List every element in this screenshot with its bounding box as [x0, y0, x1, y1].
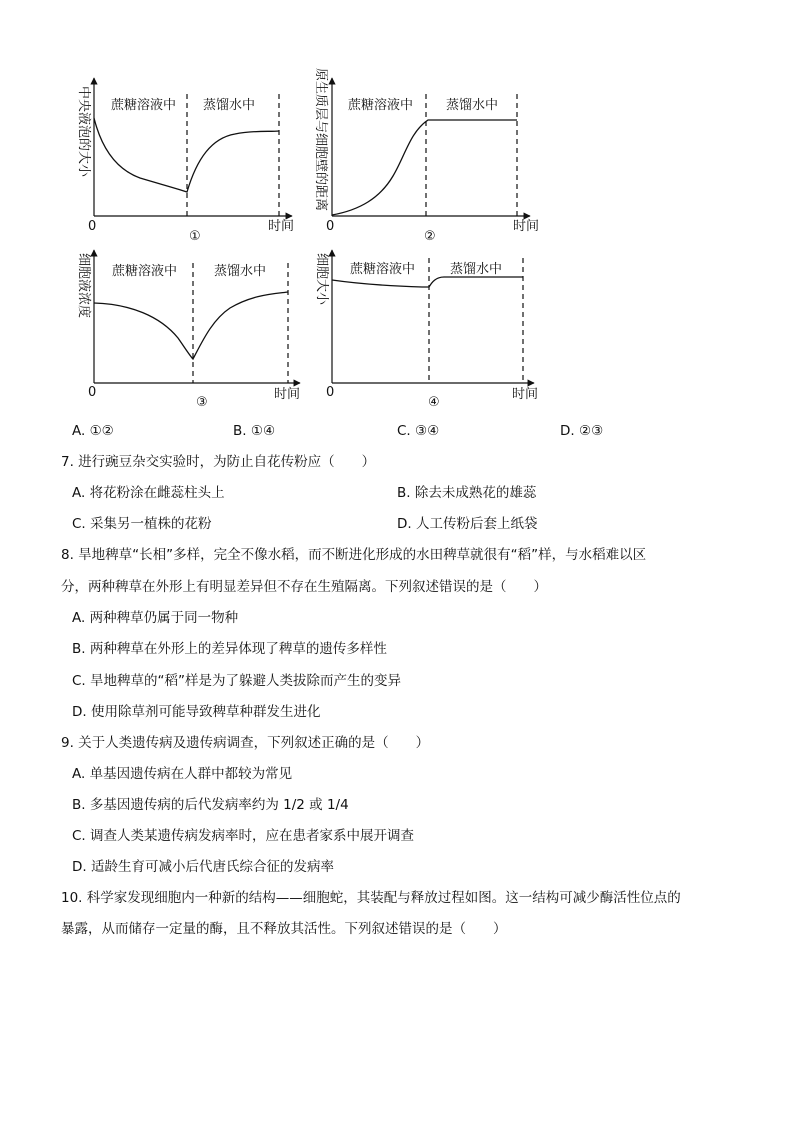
q8-option-d: D. 使用除草剂可能导致稗草种群发生进化 [72, 704, 321, 720]
y-axis-label: 细胞液浓度 [76, 253, 91, 319]
q7-option-c: C. 采集另一植株的花粉 [72, 516, 212, 532]
graph-panel-4 [314, 250, 538, 410]
origin-label: 0 [326, 219, 335, 234]
right-region-label: 蒸馏水中 [203, 98, 256, 113]
q10-stem-line1: 10. 科学家发现细胞内一种新的结构——细胞蛇，其装配与释放过程如图。这一结构可减少酶活性位点的 [61, 890, 681, 906]
q7-option-d: D. 人工传粉后套上纸袋 [397, 516, 538, 532]
origin-label: 0 [326, 385, 335, 400]
q6-option-b: B. ①④ [233, 423, 276, 439]
q8-option-a: A. 两种稗草仍属于同一物种 [72, 610, 239, 626]
question-figure [60, 58, 550, 418]
curve [332, 120, 517, 215]
curve [332, 277, 523, 287]
q8-stem-line2: 分，两种稗草在外形上有明显差异但不存在生殖隔离。下列叙述错误的是（ ） [61, 579, 547, 595]
curve [94, 292, 288, 359]
left-region-label: 蔗糖溶液中 [348, 98, 414, 113]
right-region-label: 蒸馏水中 [214, 264, 267, 279]
curve [94, 118, 279, 192]
x-axis-label: 时间 [274, 387, 301, 402]
q9-option-a: A. 单基因遗传病在人群中都较为常见 [72, 766, 293, 782]
q7-option-b: B. 除去未成熟花的雄蕊 [397, 485, 537, 501]
right-region-label: 蒸馏水中 [450, 262, 503, 277]
graph-panel-1 [76, 78, 294, 244]
figure-number: ② [424, 229, 436, 244]
q7-stem: 7. 进行豌豆杂交实验时，为防止自花传粉应（ ） [61, 454, 376, 470]
x-axis-label: 时间 [512, 387, 539, 402]
left-region-label: 蔗糖溶液中 [112, 264, 178, 279]
q6-option-c: C. ③④ [397, 423, 440, 439]
q9-option-b: B. 多基因遗传病的后代发病率约为 1/2 或 1/4 [72, 797, 349, 813]
figure-number: ③ [196, 395, 208, 410]
y-axis-label: 中央液泡的大小 [76, 86, 91, 178]
left-region-label: 蔗糖溶液中 [111, 98, 177, 113]
q9-option-d: D. 适龄生育可减小后代唐氏综合征的发病率 [72, 859, 334, 875]
q10-stem-line2: 暴露，从而储存一定量的酶，且不释放其活性。下列叙述错误的是（ ） [61, 921, 507, 937]
q8-stem-line1: 8. 旱地稗草“长相”多样，完全不像水稻，而不断进化形成的水田稗草就很有“稻”样，与水稻难以区 [61, 547, 647, 563]
y-axis-label: 原生质层与细胞壁的距离 [313, 68, 328, 212]
origin-label: 0 [88, 219, 97, 234]
graph-panel-3 [76, 250, 300, 410]
q9-stem: 9. 关于人类遗传病及遗传病调查，下列叙述正确的是（ ） [61, 735, 430, 751]
figure-number: ① [189, 229, 201, 244]
q8-option-b: B. 两种稗草在外形上的差异体现了稗草的遗传多样性 [72, 641, 387, 657]
q6-option-a: A. ①② [72, 423, 114, 439]
figure-number: ④ [428, 395, 440, 410]
q7-option-a: A. 将花粉涂在雌蕊柱头上 [72, 485, 225, 501]
graph-panel-2 [313, 68, 539, 244]
x-axis-label: 时间 [268, 219, 295, 234]
q9-option-c: C. 调查人类某遗传病发病率时，应在患者家系中展开调查 [72, 828, 415, 844]
q8-option-c: C. 旱地稗草的“稻”样是为了躲避人类拔除而产生的变异 [72, 673, 401, 689]
y-axis-label: 细胞大小 [314, 253, 329, 306]
left-region-label: 蔗糖溶液中 [350, 262, 416, 277]
x-axis-label: 时间 [513, 219, 540, 234]
right-region-label: 蒸馏水中 [446, 98, 499, 113]
origin-label: 0 [88, 385, 97, 400]
q6-option-d: D. ②③ [560, 423, 604, 439]
